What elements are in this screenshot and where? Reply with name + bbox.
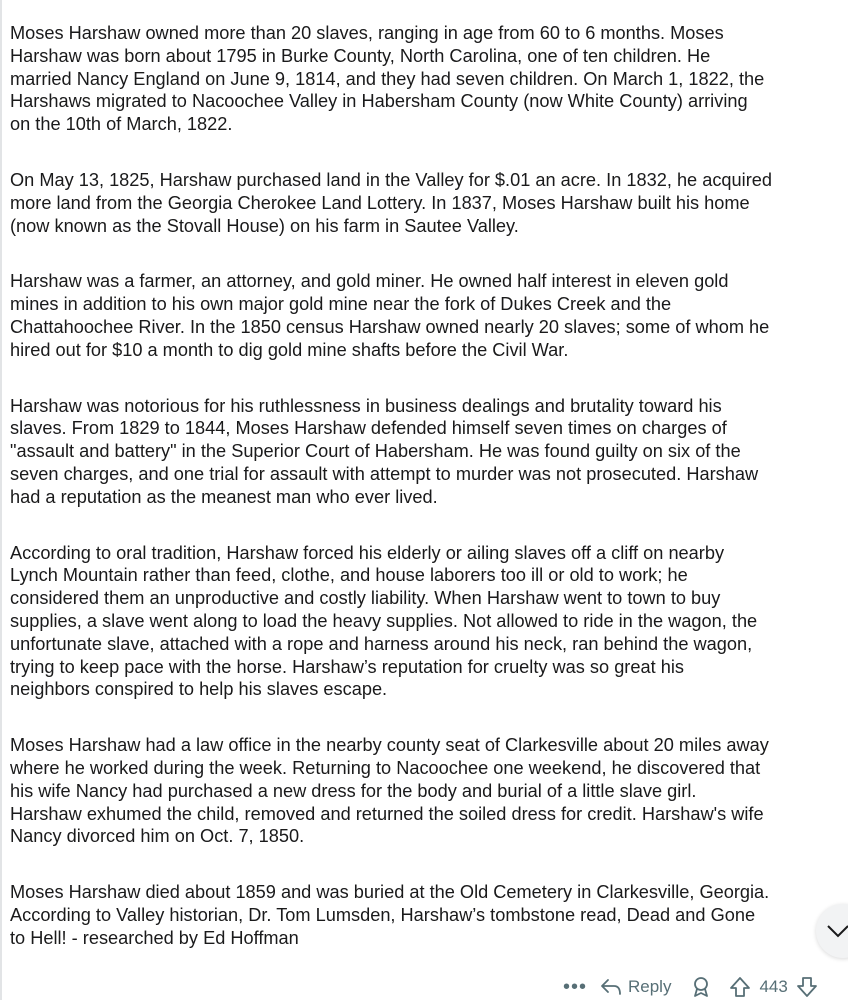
comment-paragraph: Harshaw was notorious for his ruthlessness in business dealings and brutality toward his slaves. From 1829 to 1844, Moses Harshaw defended himself seven times on charges of "assault and battery" in the Superior Court of Habersham. He was found guilty on six of the seven charges, and one trial for assault with attempt to murder was not prosecuted. Harshaw had a reputation as the meanest man who ever lived. xyxy=(10,395,759,507)
chevron-down-icon xyxy=(826,924,848,938)
reply-button[interactable] xyxy=(600,977,671,997)
reply-arrow-icon xyxy=(600,978,622,996)
comment-paragraph: Moses Harshaw owned more than 20 slaves, ranging in age from 60 to 6 months. Moses Harshaw was born about 1795 in Burke County, North Carolina, one of ten children. He married Nancy England on June 9, 1814, and they had seven children. On March 1, 1822, the Harshaws migrated to Nacoochee Valley in Habersham County (now White County) arriving on the 10th of March, 1822. xyxy=(10,23,765,135)
more-options-button[interactable] xyxy=(560,972,590,1002)
reply-label: Reply xyxy=(628,977,672,996)
comment-paragraph: Moses Harshaw died about 1859 and was buried at the Old Cemetery in Clarkesville, Georgia. According to Valley historian, Dr. Tom Lumsden, Harshaw’s tombstone read, Dead and Gone to Hell! - researched by Ed Hoffman xyxy=(10,882,770,948)
comment-paragraph: On May 13, 1825, Harshaw purchased land in the Valley for $.01 an acre. In 1832, he acquired more land from the Georgia Cherokee Land Lottery. In 1837, Moses Harshaw built his home (now known as the Stovall House) on his farm in Sautee Valley. xyxy=(10,169,772,236)
comment-paragraph: Moses Harshaw had a law office in the nearby county seat of Clarkesville about 20 miles away where he worked during the week. Returning to Nacoochee one weekend, he discovered that his wife Nancy had purchased a new dress for the body and burial of a little slave girl. Harshaw exhumed the child, removed and returned the soiled dress for credit. Harshaw's wife Nancy divorced him on Oct. 7, 1850. xyxy=(10,735,769,847)
comment-action-bar xyxy=(560,972,818,1002)
award-button[interactable] xyxy=(691,976,711,998)
comment-body xyxy=(10,22,822,950)
upvote-arrow-icon xyxy=(729,976,751,998)
award-icon xyxy=(691,976,711,998)
downvote-button[interactable] xyxy=(796,976,818,998)
more-options-icon: ••• xyxy=(562,975,587,998)
comment-paragraph: According to oral tradition, Harshaw forced his elderly or ailing slaves off a cliff on nearby Lynch Mountain rather than feed, clothe, and house laborers too ill or old to work; he considered them an unproductive and costly liability. When Harshaw went to town to buy supplies, a slave went along to load the heavy supplies. Not allowed to ride in the wagon, the unfortunate slave, attached with a rope and harness around his neck, ran behind the wagon, trying to keep pace with the horse. Harshaw’s reputation for cruelty was so great his neighbors conspired to help his slaves escape. xyxy=(10,542,758,700)
vote-count: 443 xyxy=(759,977,788,996)
downvote-arrow-icon xyxy=(796,976,818,998)
comment-paragraph: Harshaw was a farmer, an attorney, and gold miner. He owned half interest in eleven gold mines in addition to his own major gold mine near the fork of Dukes Creek and the Chattahoochee River. In the 1850 census Harshaw owned nearly 20 slaves; some of whom he hired out for $10 a month to dig gold mine shafts before the Civil War. xyxy=(10,271,770,360)
upvote-button[interactable] xyxy=(729,976,751,998)
thread-line xyxy=(0,0,2,1000)
